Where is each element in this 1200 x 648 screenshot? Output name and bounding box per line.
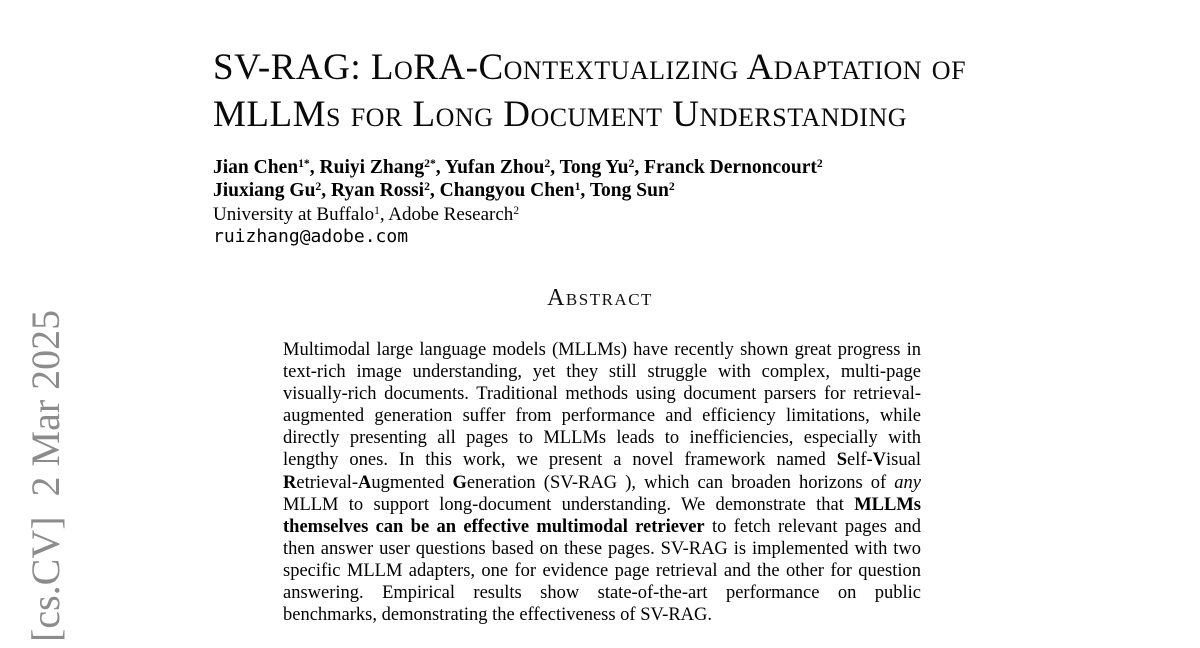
arxiv-category-date-watermark: [cs.CV] 2 Mar 2025: [23, 309, 68, 642]
paper-title-line-2: MLLMs for Long Document Understanding: [213, 94, 908, 135]
paper-title: [213, 44, 966, 138]
author-line-2: Jiuxiang Gu$^2$, Ryan Rossi$^2$, Changyou Chen$^1$, Tong Sun$^2$: [213, 179, 675, 201]
abstract-text: Multimodal large language models (MLLMs) have recently shown great progress in text-rich image understanding, yet they still struggle with complex, multi-page visually-rich documents. Traditional methods using document parsers for retrieval-augmented generation suffer from performance and efficiency limitations, while directly presenting all pages to MLLMs leads to inefficiencies, especially with lengthy ones. In this work, we present a novel framework named Self-Visual Retrieval-Augmented Generation (SV-RAG ), which can broaden horizons of any MLLM to support long-document understanding. We demonstrate that MLLMs themselves can be an effective multimodal retriever to fetch relevant pages and then answer user questions based on these pages. SV-RAG is implemented with two specific MLLM adapters, one for evidence page retrieval and the other for question answering. Empirical results show state-of-the-art performance on public benchmarks, demonstrating the effectiveness of SV-RAG.: [283, 340, 922, 626]
contact-email: ruizhang@adobe.com: [213, 226, 409, 247]
paper-title-line-1: SV-RAG: LoRA-Contextualizing Adaptation of: [213, 47, 967, 88]
affiliation-line: University at Buffalo$^1$, Adobe Research$^2$: [213, 204, 520, 225]
abstract-heading: Abstract: [547, 285, 653, 311]
author-line-1: Jian Chen$^{1*}$, Ruiyi Zhang$^{2*}$, Yufan Zhou$^2$, Tong Yu$^2$, Franck Dernoncourt$^2$: [213, 156, 823, 178]
